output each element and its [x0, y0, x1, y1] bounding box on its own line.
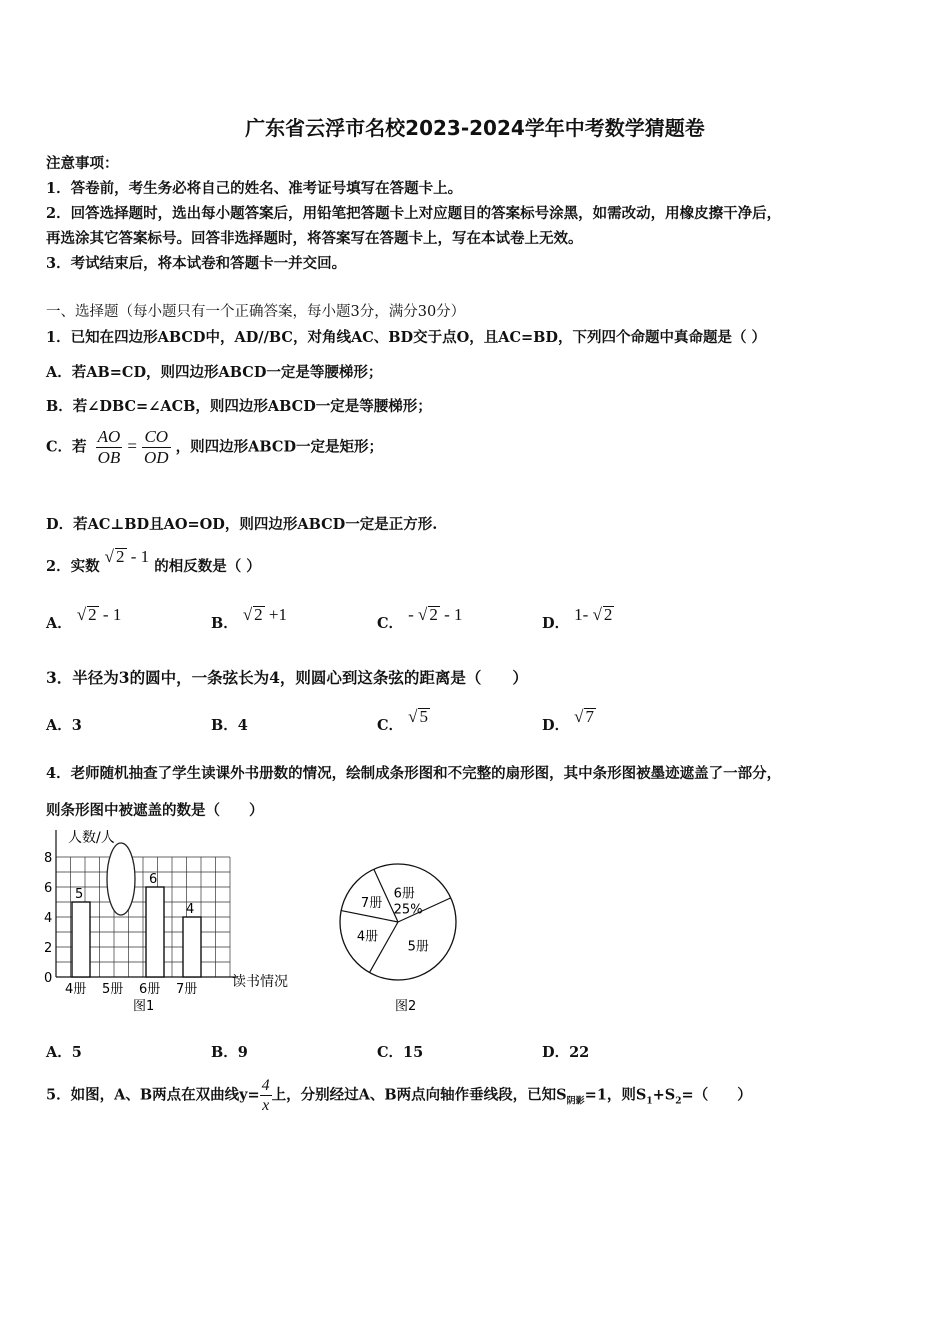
- bar: [146, 887, 164, 977]
- q2-option-c: C． - √ 2 - 1: [377, 605, 463, 632]
- y-tick-label: 8: [44, 851, 53, 866]
- q1-option-a: A．若AB=CD，则四边形ABCD一定是等腰梯形；: [46, 364, 383, 381]
- q3-stem: 3．半径为3的圆中，一条弦长为4，则圆心到这条弦的距离是（ ）: [46, 668, 528, 687]
- ink-blot: [107, 843, 135, 915]
- fraction-4-over-x: $\frac{4}{x}$: [261, 1077, 270, 1114]
- bar: [72, 902, 90, 977]
- notice-item-2: 2．回答选择题时，选出每小题答案后，用铅笔把答题卡上对应题目的答案标号涂黑，如需改动，用橡皮擦干净后，: [46, 205, 782, 222]
- bar-value-label: 6: [149, 872, 158, 887]
- q4-option-b: B．9: [211, 1044, 248, 1061]
- q4-option-c: C．15: [377, 1044, 424, 1061]
- q2-expression: √ 2 - 1: [104, 547, 150, 566]
- q1-option-d: D．若AC⊥BD且AO=OD，则四边形ABCD一定是正方形.: [46, 516, 438, 533]
- y-tick-label: 0: [44, 971, 53, 986]
- pie-slice-label: 4册: [356, 929, 379, 945]
- page-title: 广东省云浮市名校2023-2024学年中考数学猜题卷: [245, 116, 705, 140]
- y-tick-label: 4: [44, 911, 53, 926]
- q1-stem: 1．已知在四边形ABCD中，AD//BC，对角线AC、BD交于点O，且AC=BD，下列四个命题中真命题是（ ）: [46, 329, 767, 346]
- q3-option-b: B．4: [211, 717, 248, 734]
- pie-chart-slices: [340, 864, 456, 980]
- pie-percent-label: 25%: [393, 902, 423, 918]
- notice-item-3: 3．考试结束后，将本试卷和答题卡一并交回。: [46, 255, 347, 272]
- y-tick-label: 2: [44, 941, 53, 956]
- pie-chart-figure: [330, 852, 470, 1020]
- bar-chart-xlabel: 读书情况: [232, 974, 288, 990]
- pie-slice-label: 5册: [407, 939, 429, 955]
- x-tick-label: 7册: [176, 982, 198, 997]
- q4-stem-line2: 则条形图中被遮盖的数是（ ）: [46, 802, 264, 819]
- bar-value-label: 5: [75, 887, 84, 902]
- q4-option-a: A．5: [46, 1044, 82, 1061]
- bar: [183, 917, 201, 977]
- q3-option-d: D． √ 7: [542, 707, 594, 734]
- y-tick-label: 6: [44, 881, 53, 896]
- bar-chart-figure: [40, 822, 310, 1018]
- x-tick-label: 5册: [102, 982, 124, 997]
- q2-option-b: B． √ 2 +1: [211, 605, 288, 632]
- q4-option-d: D．22: [542, 1044, 590, 1061]
- notice-item-1: 1．答卷前，考生务必将自己的姓名、准考证号填写在答题卡上。: [46, 180, 463, 197]
- q3-option-a: A．3: [46, 717, 82, 734]
- x-tick-label: 4册: [65, 982, 87, 997]
- q1-option-c: C．若 $\frac{AO}{OB}$ = $\frac{CO}{OD}$ ，则四边形ABCD一定是矩形；: [46, 427, 384, 467]
- q4-stem-line1: 4．老师随机抽查了学生读课外书册数的情况，绘制成条形图和不完整的扇形图，其中条形图被墨迹遮盖了一部分，: [46, 765, 782, 782]
- q1-option-b: B．若∠DBC=∠ACB，则四边形ABCD一定是等腰梯形；: [46, 398, 432, 415]
- x-tick-label: 6册: [139, 982, 161, 997]
- notice-heading: 注意事项：: [46, 155, 119, 172]
- bar-chart-caption: 图1: [133, 999, 155, 1014]
- q2-stem: 2．实数 √ 2 - 1 的相反数是（ ）: [46, 547, 261, 575]
- bar-value-label: 4: [186, 902, 195, 917]
- section-heading: 一、选择题（每小题只有一个正确答案，每小题3分，满分30分）: [46, 304, 466, 320]
- q2-option-d: D． 1- √ 2: [542, 605, 613, 632]
- q3-option-c: C． √ 5: [377, 707, 428, 734]
- pie-slice-label: 6册: [393, 886, 415, 902]
- fraction-co-od: $\frac{CO}{OD}$: [144, 427, 169, 467]
- pie-chart-caption: 图2: [395, 999, 417, 1014]
- pie-slice-label: 7册: [360, 896, 383, 912]
- fraction-ao-ob: $\frac{AO}{OB}$: [97, 427, 121, 467]
- notice-item-2-cont: 再选涂其它答案标号。回答非选择题时，将答案写在答题卡上，写在本试卷上无效。: [46, 230, 583, 247]
- q2-option-a: A． √ 2 - 1: [46, 605, 122, 632]
- bar-chart-ylabel: 人数/人: [68, 830, 115, 846]
- q5-stem: 5．如图，A、B两点在双曲线y= $\frac{4}{x}$ 上，分别经过A、B两点向轴作垂线段，已知$S_{阴影}=1$，则$S_1+S_2=$（ ）: [46, 1077, 752, 1114]
